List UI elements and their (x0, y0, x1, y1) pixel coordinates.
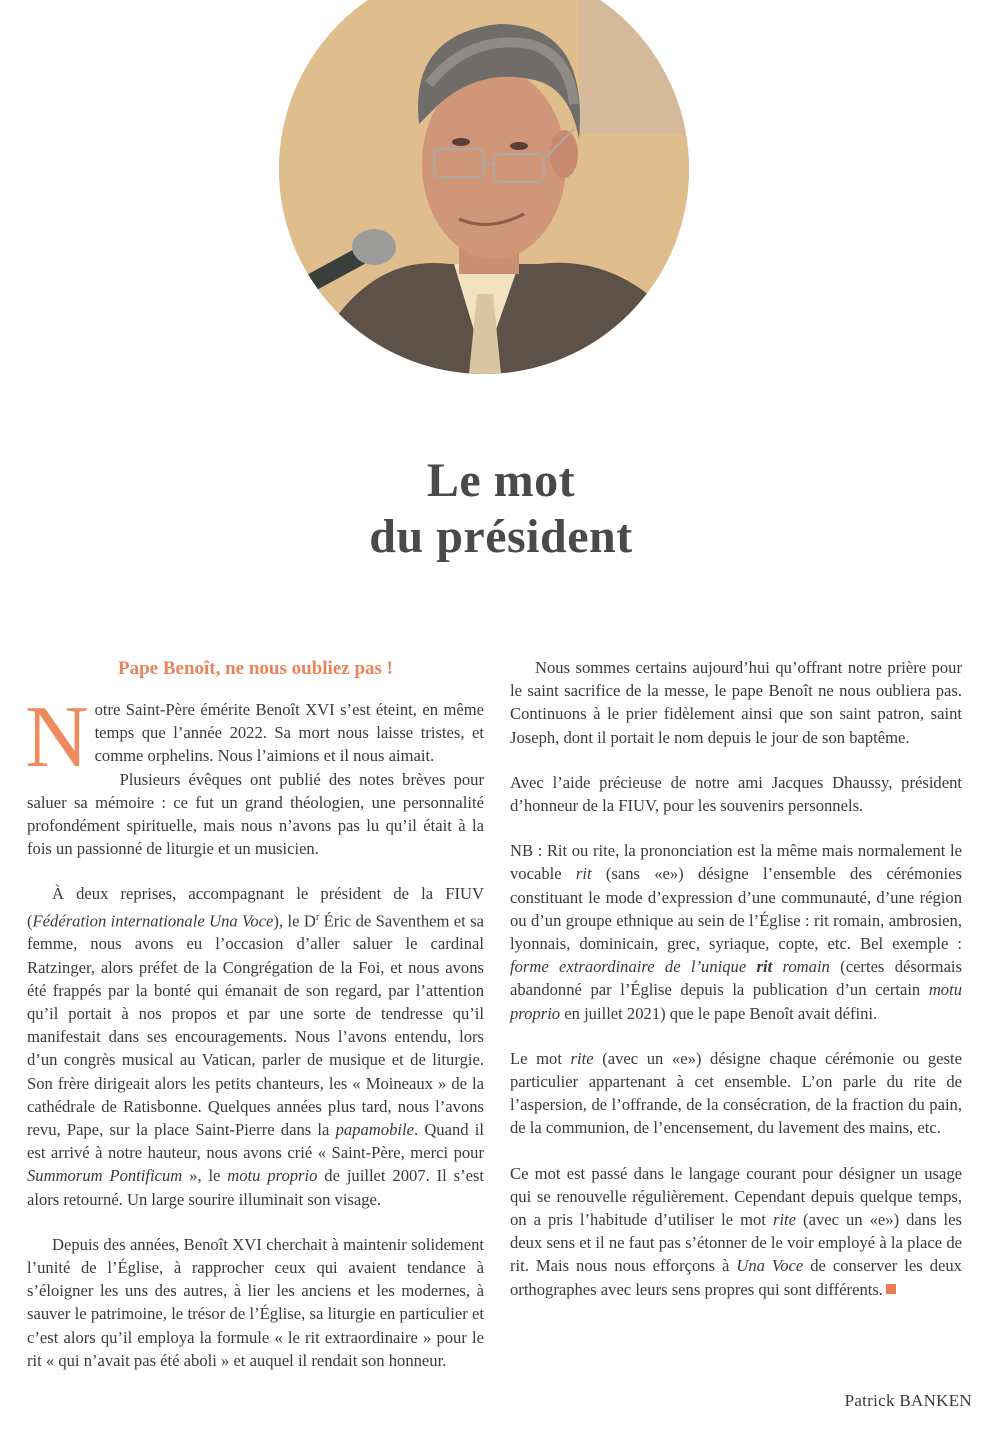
italic-run: romain (772, 957, 830, 977)
author-signature: Patrick BANKEN (844, 1391, 972, 1410)
paragraph-4: Depuis des années, Benoît XVI cherchait à maintenir solidement l’unité de l’Église, à rapprocher ceux qui avaient tendance à s’éloigner les uns des autres, à lier les anciens et les modernes, à sauver le patrimoine, le trésor de l’Église, sa liturgie en particulier et c’est alors qu’il employa la formule « le rit extraordinaire » pour le rit « qui n’avait pas été aboli » et auquel il rendait son honneur. (27, 1234, 484, 1370)
text-run: en juillet 2021) que le pape Benoît avait défini. (560, 1003, 878, 1023)
president-photo (279, 0, 689, 374)
bold-italic-run: rit (756, 957, 773, 977)
paragraph-3 (27, 882, 484, 1210)
text-run: », le (182, 1166, 228, 1186)
text-run: À deux reprises, accompagnant le président de la FIUV ( (27, 884, 484, 931)
text-run: (avec un «e») désigne chaque cérémonie ou geste particulier appartenant à cet ensemble. L’on parle du rite de l’aspersion, de l’offrande, de la consécration, de la fraction du pain, de la communion, de l’encensement, du lavement des mains, etc. (510, 1048, 962, 1138)
superscript: r (315, 911, 320, 923)
article-subtitle: Pape Benoît, ne nous oubliez pas ! (117, 658, 393, 679)
italic-run: Una Voce (736, 1256, 804, 1276)
text-run: . Quand il est arrivé à notre hauteur, nous avons crié « Saint-Père, merci pour (27, 1119, 484, 1163)
portrait-illustration (279, 0, 689, 374)
text-run: (certes désormais abandonné par l’Église depuis la publication d’un certain (510, 957, 962, 1000)
italic-run: papamobile (335, 1119, 414, 1139)
italic-run: Fédération internationale Una Voce (32, 911, 274, 931)
paragraph-8 (510, 1047, 962, 1140)
paragraph-1-text: otre Saint-Père émérite Benoît XVI s’est éteint, en même temps que l’année 2022. Sa mort nous laisse tristes, et comme orphelins. Nous l’aimions et il nous aimait. (94, 700, 484, 766)
paragraph-9 (510, 1162, 962, 1301)
end-of-article-square-icon (886, 1284, 896, 1294)
page-title-line2: du président (369, 510, 633, 563)
paragraph-1 (25, 689, 484, 786)
text-run: ), le D (273, 911, 316, 931)
text-run: de conserver les deux orthographes avec leurs sens propres qui sont différents. (510, 1256, 962, 1299)
text-run: Éric de Saventhem et sa femme, nous avons eu l’occasion d’aller saluer le cardinal Ratzinger, alors préfet de la Congrégation de la Foi, et nous avons été frappés par la bonté qui émanait de son regard, par l’attention qu’il portait à nos propos et par une sorte de tendresse qu’il manifestait dans ses encouragements. Nous l’avons entendu, lors d’un congrès musical au Vatican, parler de musique et de liturgie. Son frère dirigeait alors les petits chanteurs, les « Moineaux » de la cathédrale de Ratisbonne. Quelques années plus tard, nous l’avons revu, Pape, sur la place Saint-Pierre dans la (27, 911, 484, 1139)
text-run: Ce mot est passé dans le langage courant pour désigner un usage qui se renouvelle régulièrement. Cependant depuis quelque temps, on a pris l’habitude d’utiliser le mot (510, 1163, 962, 1230)
paragraph-2: Plusieurs évêques ont publié des notes brèves pour saluer sa mémoire : ce fut un grand théologien, une personnalité profondément spirituelle, mais nous n’avons pas lu qu’il était à la fois un passionné de liturgie et un musicien. (27, 769, 484, 859)
paragraph-6: Avec l’aide précieuse de notre ami Jacques Dhaussy, président d’honneur de la FIUV, pour les souvenirs personnels. (510, 772, 962, 816)
text-run: (avec un «e») dans les deux sens et il ne faut pas s’étonner de le voir employé à la place de rit. Mais nous nous efforçons à (510, 1210, 962, 1276)
italic-run: motu proprio (227, 1166, 318, 1186)
italic-run: motu proprio (510, 980, 962, 1023)
italic-run: forme extraordinaire de l’unique (510, 957, 757, 977)
italic-run: Summorum Pontificum (27, 1166, 183, 1186)
paragraph-7 (510, 839, 962, 1025)
paragraph-5: Nous sommes certains aujourd’hui qu’offrant notre prière pour le saint sacrifice de la messe, le pape Benoît ne nous oubliera pas. Continuons à le prier fidèlement ainsi que son saint patron, saint Joseph, dont il portait le nom depuis le jour de son baptême. (510, 658, 962, 747)
text-run: de juillet 2007. Il s’est alors retourné. Un large sourire illuminait son visage. (27, 1166, 484, 1209)
italic-run: rit (575, 864, 592, 884)
portrait-circle (279, 0, 689, 374)
text-run: NB : Rit ou rite, la prononciation est la même mais normalement le vocable (510, 841, 962, 884)
text-run: (sans «e») désigne l’ensemble des cérémonies constituant le mode d’expression d’une communauté, d’une région ou d’un groupe ethnique au sein de l’Église : rit romain, ambrosien, lyonnais, dominicain, grec, syriaque, copte, etc. Bel exemple : (510, 864, 962, 954)
text-run: Le mot (510, 1048, 571, 1068)
italic-run: rite (570, 1048, 594, 1068)
drop-cap: N (25, 689, 89, 786)
article-column-right (510, 656, 962, 1301)
italic-run: rite (772, 1210, 797, 1230)
page-title-line1: Le mot (426, 454, 576, 507)
article-column-left (27, 656, 484, 1372)
